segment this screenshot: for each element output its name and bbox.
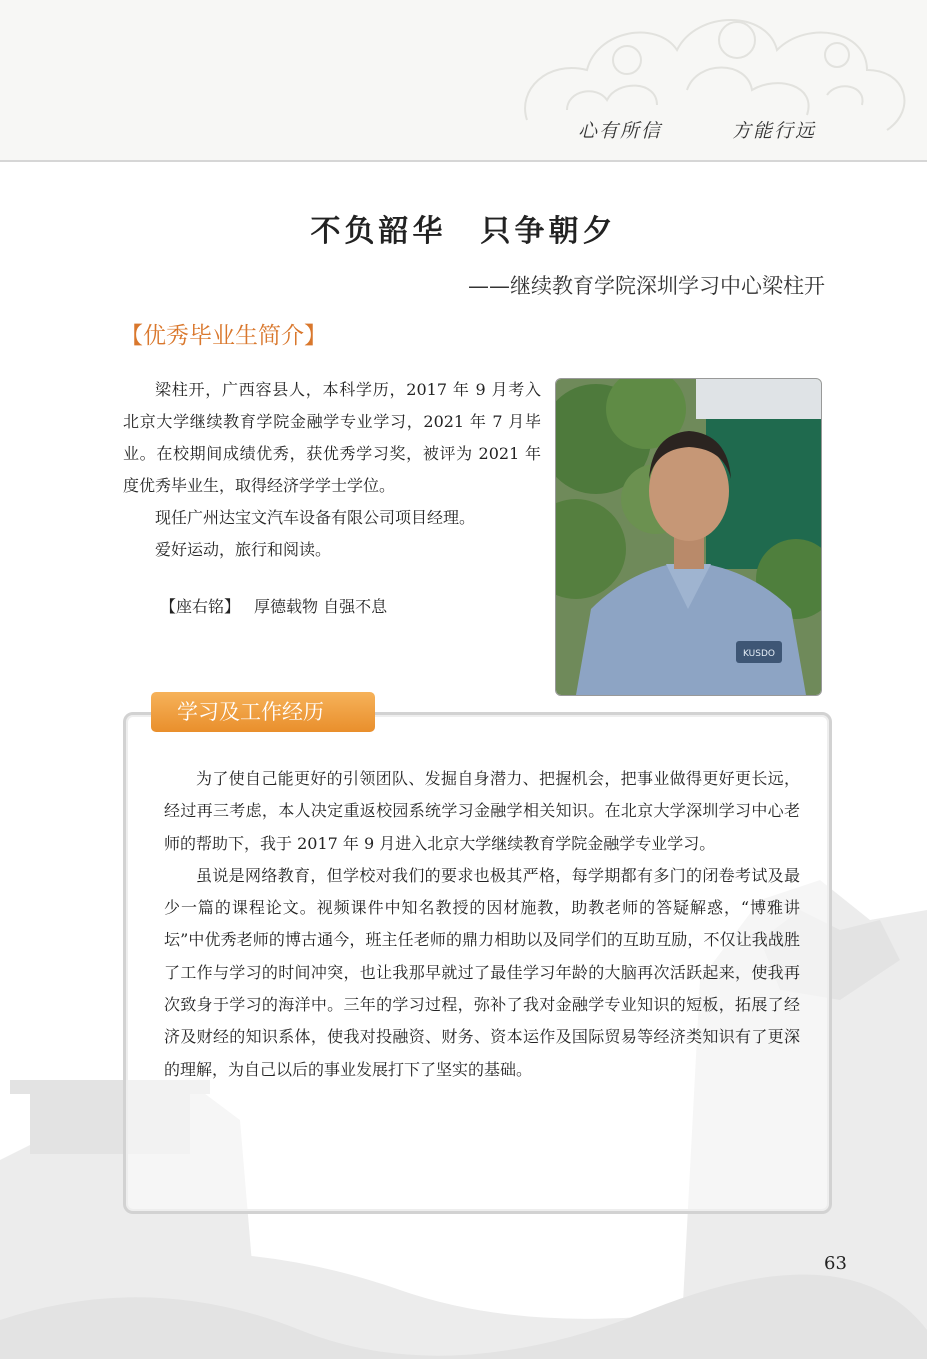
bio-paragraph: 爱好运动，旅行和阅读。 [155,540,332,559]
bio-paragraph: 现任广州达宝文汽车设备有限公司项目经理。 [155,508,476,527]
header-motto-left: 心有所信 [578,120,663,142]
experience-tab-label: 学习及工作经历 [151,692,375,732]
page-number: 63 [824,1253,847,1274]
experience-paragraph: 虽说是网络教育，但学校对我们的要求也极其严格，每学期都有多门的闭卷考试及最少一篇的课程论文。视频课件中知名教授的因材施教，助教老师的答疑解惑，“博雅讲坛”中优秀老师的博古通今，班主任老师的鼎力相助以及同学们的互助互励，不仅让我战胜了工作与学习的时间冲突，也让我那早就过了最佳学习年龄的大脑再次活跃起来，使我再次致身于学习的海洋中。三年的学习过程，弥补了我对金融学专业知识的短板，拓展了经济及财经的知识系体，使我对投融资、财务、资本运作及国际贸易等经济类知识有了更深的理解，为自己以后的事业发展打下了坚实的基础。 [164,865,800,1079]
maxim [160,594,387,617]
section-label-graduate-intro: 【优秀毕业生简介】 [120,323,327,349]
portrait-photo [555,378,822,696]
bio-paragraph: 梁柱开，广西容县人，本科学历，2017 年 9 月考入北京大学继续教育学院金融学专业学习，2021 年 7 月毕业。在校期间成绩优秀，获优秀学习奖，被评为 2021 年度优秀毕业生，取得经济学学士学位。 [123,380,541,495]
cloud-ornament-icon [507,0,927,160]
experience-paragraph: 为了使自己能更好的引领团队、发掘自身潜力、把握机会，把事业做得更好更长远，经过再三考虑，本人决定重返校园系统学习金融学相关知识。在北京大学深圳学习中心老师的帮助下，我于 2017 年 9 月进入北京大学继续教育学院金融学专业学习。 [164,769,800,853]
shirt-badge-text: KUSDO [743,649,775,659]
article-title: 不负韶华 只争朝夕 [310,214,617,249]
article-subtitle: ——继续教育学院深圳学习中心梁柱开 [468,274,825,298]
page-header [0,0,927,162]
header-motto-right: 方能行远 [732,120,817,142]
experience-text [164,763,800,1086]
maxim-text: 厚德载物 自强不息 [254,597,388,616]
bio-text [123,374,541,566]
maxim-label: 【座右铭】 [160,597,241,616]
